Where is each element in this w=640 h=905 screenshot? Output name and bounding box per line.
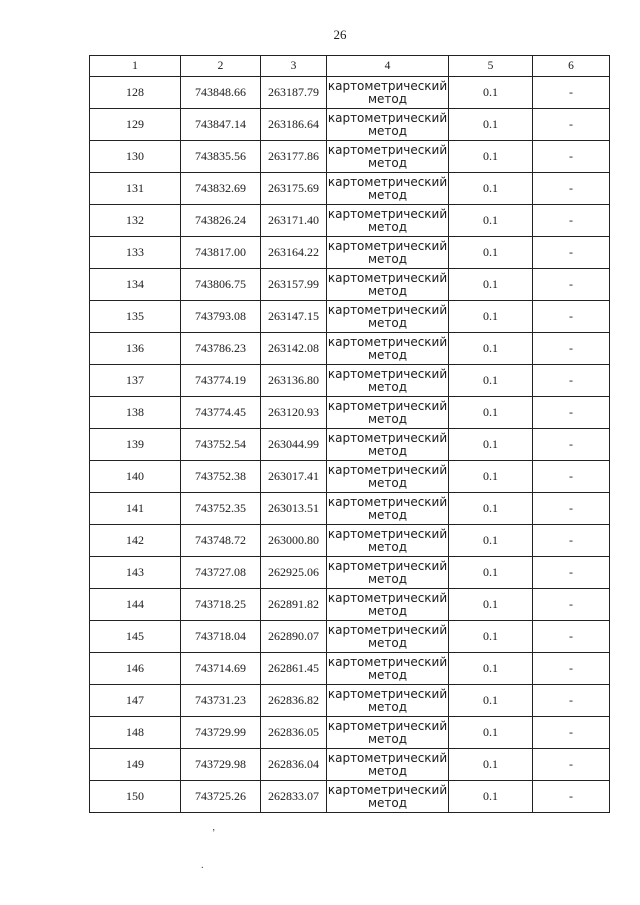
method-cell <box>327 301 449 333</box>
description-cell: - <box>533 493 610 525</box>
method-cell <box>327 173 449 205</box>
x-coordinate-cell: 743718.25 <box>181 589 261 621</box>
scan-mark: ʼ <box>212 828 216 839</box>
accuracy-cell: 0.1 <box>449 589 533 621</box>
accuracy-cell: 0.1 <box>449 365 533 397</box>
header-col-5: 5 <box>449 56 533 77</box>
accuracy-cell: 0.1 <box>449 429 533 461</box>
description-cell: - <box>533 717 610 749</box>
x-coordinate-cell: 743748.72 <box>181 525 261 557</box>
description-cell: - <box>533 685 610 717</box>
description-cell: - <box>533 301 610 333</box>
table-row <box>90 557 610 589</box>
table-row <box>90 77 610 109</box>
accuracy-cell: 0.1 <box>449 237 533 269</box>
x-coordinate-cell: 743727.08 <box>181 557 261 589</box>
coordinates-table <box>89 55 610 813</box>
method-line-1: картометрический <box>327 110 448 125</box>
point-number-cell: 137 <box>90 365 181 397</box>
description-cell: - <box>533 109 610 141</box>
method-line-2: метод <box>367 475 408 490</box>
method-line-2: метод <box>367 763 408 778</box>
y-coordinate-cell: 263017.41 <box>261 461 327 493</box>
method-line-2: метод <box>367 379 408 394</box>
description-cell: - <box>533 173 610 205</box>
point-number-cell: 144 <box>90 589 181 621</box>
method-cell <box>327 621 449 653</box>
accuracy-cell: 0.1 <box>449 333 533 365</box>
accuracy-cell: 0.1 <box>449 653 533 685</box>
point-number-cell: 149 <box>90 749 181 781</box>
method-line-1: картометрический <box>327 590 448 605</box>
table-row <box>90 173 610 205</box>
method-line-2: метод <box>367 315 408 330</box>
accuracy-cell: 0.1 <box>449 717 533 749</box>
y-coordinate-cell: 263177.86 <box>261 141 327 173</box>
method-cell <box>327 269 449 301</box>
x-coordinate-cell: 743835.56 <box>181 141 261 173</box>
x-coordinate-cell: 743752.38 <box>181 461 261 493</box>
y-coordinate-cell: 263013.51 <box>261 493 327 525</box>
method-line-2: метод <box>367 731 408 746</box>
method-line-1: картометрический <box>327 142 448 157</box>
point-number-cell: 145 <box>90 621 181 653</box>
method-line-2: метод <box>367 795 408 810</box>
table-row <box>90 589 610 621</box>
method-line-1: картометрический <box>327 174 448 189</box>
accuracy-cell: 0.1 <box>449 173 533 205</box>
method-line-2: метод <box>367 411 408 426</box>
method-line-2: метод <box>367 699 408 714</box>
method-line-2: метод <box>367 347 408 362</box>
method-cell <box>327 461 449 493</box>
description-cell: - <box>533 461 610 493</box>
accuracy-cell: 0.1 <box>449 77 533 109</box>
accuracy-cell: 0.1 <box>449 397 533 429</box>
method-cell <box>327 109 449 141</box>
method-cell <box>327 365 449 397</box>
x-coordinate-cell: 743729.99 <box>181 717 261 749</box>
method-line-1: картометрический <box>327 398 448 413</box>
method-cell <box>327 333 449 365</box>
method-line-1: картометрический <box>327 686 448 701</box>
x-coordinate-cell: 743793.08 <box>181 301 261 333</box>
method-cell <box>327 237 449 269</box>
table-row <box>90 301 610 333</box>
x-coordinate-cell: 743847.14 <box>181 109 261 141</box>
method-line-1: картометрический <box>327 302 448 317</box>
x-coordinate-cell: 743806.75 <box>181 269 261 301</box>
description-cell: - <box>533 269 610 301</box>
method-cell <box>327 429 449 461</box>
description-cell: - <box>533 333 610 365</box>
x-coordinate-cell: 743826.24 <box>181 205 261 237</box>
point-number-cell: 132 <box>90 205 181 237</box>
y-coordinate-cell: 262833.07 <box>261 781 327 813</box>
x-coordinate-cell: 743718.04 <box>181 621 261 653</box>
method-cell <box>327 653 449 685</box>
scan-mark: . <box>201 860 204 871</box>
method-line-2: метод <box>367 667 408 682</box>
method-line-1: картометрический <box>327 718 448 733</box>
description-cell: - <box>533 589 610 621</box>
point-number-cell: 138 <box>90 397 181 429</box>
y-coordinate-cell: 263000.80 <box>261 525 327 557</box>
method-line-2: метод <box>367 571 408 586</box>
header-col-3: 3 <box>261 56 327 77</box>
point-number-cell: 150 <box>90 781 181 813</box>
method-line-2: метод <box>367 219 408 234</box>
header-col-2: 2 <box>181 56 261 77</box>
y-coordinate-cell: 263187.79 <box>261 77 327 109</box>
point-number-cell: 133 <box>90 237 181 269</box>
y-coordinate-cell: 263157.99 <box>261 269 327 301</box>
y-coordinate-cell: 263044.99 <box>261 429 327 461</box>
description-cell: - <box>533 365 610 397</box>
table-row <box>90 205 610 237</box>
method-line-2: метод <box>367 123 408 138</box>
x-coordinate-cell: 743774.19 <box>181 365 261 397</box>
description-cell: - <box>533 653 610 685</box>
method-line-2: метод <box>367 155 408 170</box>
point-number-cell: 129 <box>90 109 181 141</box>
description-cell: - <box>533 77 610 109</box>
method-line-1: картометрический <box>327 782 448 797</box>
accuracy-cell: 0.1 <box>449 685 533 717</box>
x-coordinate-cell: 743832.69 <box>181 173 261 205</box>
y-coordinate-cell: 263136.80 <box>261 365 327 397</box>
accuracy-cell: 0.1 <box>449 781 533 813</box>
accuracy-cell: 0.1 <box>449 525 533 557</box>
y-coordinate-cell: 263186.64 <box>261 109 327 141</box>
x-coordinate-cell: 743714.69 <box>181 653 261 685</box>
accuracy-cell: 0.1 <box>449 301 533 333</box>
point-number-cell: 134 <box>90 269 181 301</box>
y-coordinate-cell: 263147.15 <box>261 301 327 333</box>
accuracy-cell: 0.1 <box>449 109 533 141</box>
method-line-2: метод <box>367 635 408 650</box>
table-header-row <box>90 56 610 77</box>
description-cell: - <box>533 781 610 813</box>
x-coordinate-cell: 743729.98 <box>181 749 261 781</box>
method-cell <box>327 77 449 109</box>
method-line-1: картометрический <box>327 366 448 381</box>
y-coordinate-cell: 262890.07 <box>261 621 327 653</box>
method-cell <box>327 557 449 589</box>
method-line-1: картометрический <box>327 238 448 253</box>
table-row <box>90 141 610 173</box>
table-row <box>90 429 610 461</box>
x-coordinate-cell: 743752.54 <box>181 429 261 461</box>
method-line-1: картометрический <box>327 430 448 445</box>
table-row <box>90 109 610 141</box>
method-line-1: картометрический <box>327 622 448 637</box>
method-line-2: метод <box>367 539 408 554</box>
description-cell: - <box>533 237 610 269</box>
method-line-2: метод <box>367 603 408 618</box>
method-cell <box>327 781 449 813</box>
description-cell: - <box>533 525 610 557</box>
table-row <box>90 525 610 557</box>
table-row <box>90 493 610 525</box>
method-cell <box>327 525 449 557</box>
point-number-cell: 142 <box>90 525 181 557</box>
method-line-2: метод <box>367 283 408 298</box>
point-number-cell: 128 <box>90 77 181 109</box>
table-body <box>90 77 610 813</box>
accuracy-cell: 0.1 <box>449 493 533 525</box>
method-line-2: метод <box>367 443 408 458</box>
point-number-cell: 147 <box>90 685 181 717</box>
method-line-1: картометрический <box>327 206 448 221</box>
table-row <box>90 269 610 301</box>
description-cell: - <box>533 141 610 173</box>
x-coordinate-cell: 743725.26 <box>181 781 261 813</box>
point-number-cell: 140 <box>90 461 181 493</box>
accuracy-cell: 0.1 <box>449 621 533 653</box>
accuracy-cell: 0.1 <box>449 269 533 301</box>
method-cell <box>327 717 449 749</box>
x-coordinate-cell: 743786.23 <box>181 333 261 365</box>
x-coordinate-cell: 743848.66 <box>181 77 261 109</box>
table-row <box>90 653 610 685</box>
header-col-4: 4 <box>327 56 449 77</box>
method-cell <box>327 493 449 525</box>
y-coordinate-cell: 262891.82 <box>261 589 327 621</box>
y-coordinate-cell: 263164.22 <box>261 237 327 269</box>
method-line-2: метод <box>367 507 408 522</box>
method-line-1: картометрический <box>327 558 448 573</box>
accuracy-cell: 0.1 <box>449 461 533 493</box>
table-row <box>90 365 610 397</box>
method-line-2: метод <box>367 187 408 202</box>
description-cell: - <box>533 749 610 781</box>
header-col-6: 6 <box>533 56 610 77</box>
description-cell: - <box>533 557 610 589</box>
point-number-cell: 146 <box>90 653 181 685</box>
y-coordinate-cell: 262836.82 <box>261 685 327 717</box>
y-coordinate-cell: 262925.06 <box>261 557 327 589</box>
method-line-1: картометрический <box>327 526 448 541</box>
point-number-cell: 131 <box>90 173 181 205</box>
method-line-1: картометрический <box>327 334 448 349</box>
y-coordinate-cell: 263171.40 <box>261 205 327 237</box>
method-cell <box>327 589 449 621</box>
point-number-cell: 143 <box>90 557 181 589</box>
description-cell: - <box>533 621 610 653</box>
accuracy-cell: 0.1 <box>449 205 533 237</box>
point-number-cell: 148 <box>90 717 181 749</box>
y-coordinate-cell: 263175.69 <box>261 173 327 205</box>
table-row <box>90 717 610 749</box>
point-number-cell: 130 <box>90 141 181 173</box>
method-cell <box>327 397 449 429</box>
method-line-1: картометрический <box>327 494 448 509</box>
y-coordinate-cell: 262836.05 <box>261 717 327 749</box>
table-row <box>90 397 610 429</box>
point-number-cell: 141 <box>90 493 181 525</box>
table-row <box>90 749 610 781</box>
description-cell: - <box>533 205 610 237</box>
method-cell <box>327 685 449 717</box>
y-coordinate-cell: 262836.04 <box>261 749 327 781</box>
point-number-cell: 135 <box>90 301 181 333</box>
x-coordinate-cell: 743774.45 <box>181 397 261 429</box>
method-cell <box>327 141 449 173</box>
method-line-2: метод <box>367 91 408 106</box>
x-coordinate-cell: 743752.35 <box>181 493 261 525</box>
method-cell <box>327 205 449 237</box>
method-line-1: картометрический <box>327 270 448 285</box>
description-cell: - <box>533 397 610 429</box>
x-coordinate-cell: 743817.00 <box>181 237 261 269</box>
table-row <box>90 685 610 717</box>
header-col-1: 1 <box>90 56 181 77</box>
accuracy-cell: 0.1 <box>449 141 533 173</box>
point-number-cell: 136 <box>90 333 181 365</box>
table-row <box>90 621 610 653</box>
accuracy-cell: 0.1 <box>449 749 533 781</box>
y-coordinate-cell: 263142.08 <box>261 333 327 365</box>
method-line-1: картометрический <box>327 78 448 93</box>
point-number-cell: 139 <box>90 429 181 461</box>
x-coordinate-cell: 743731.23 <box>181 685 261 717</box>
method-cell <box>327 749 449 781</box>
y-coordinate-cell: 262861.45 <box>261 653 327 685</box>
accuracy-cell: 0.1 <box>449 557 533 589</box>
page-number: 26 <box>333 27 347 42</box>
table-row <box>90 333 610 365</box>
method-line-1: картометрический <box>327 654 448 669</box>
table-row <box>90 781 610 813</box>
table-row <box>90 237 610 269</box>
y-coordinate-cell: 263120.93 <box>261 397 327 429</box>
method-line-2: метод <box>367 251 408 266</box>
method-line-1: картометрический <box>327 462 448 477</box>
table-row <box>90 461 610 493</box>
method-line-1: картометрический <box>327 750 448 765</box>
description-cell: - <box>533 429 610 461</box>
